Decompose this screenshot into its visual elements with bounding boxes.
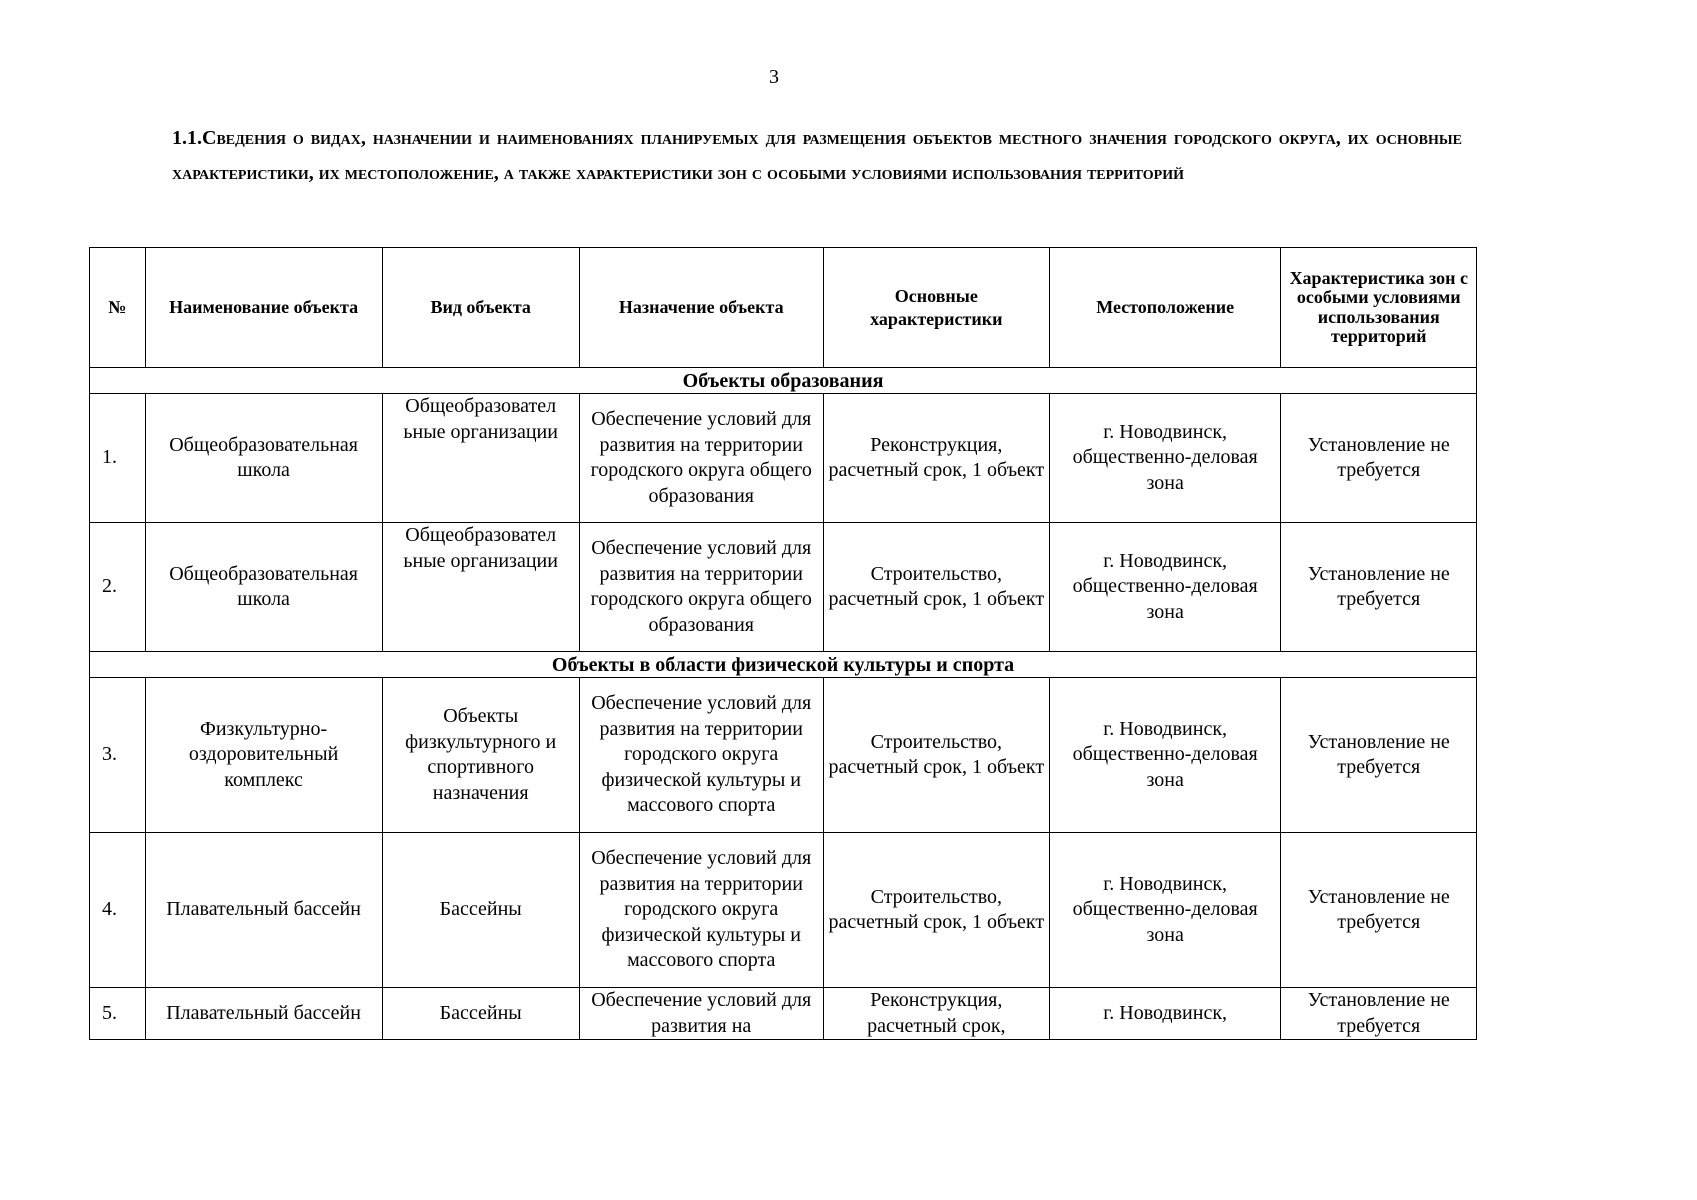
object-location: г. Новодвинск, (1049, 988, 1281, 1040)
object-characteristics: Реконструкция, расчетный срок, 1 объект (823, 394, 1049, 523)
table-row (90, 988, 1477, 1040)
header-zone: Характеристика зон с особыми условиями использования территорий (1281, 248, 1477, 368)
zone-characteristics: Установление не требуется (1281, 394, 1477, 523)
object-characteristics: Строительство, расчетный срок, 1 объект (823, 678, 1049, 833)
object-type: Бассейны (382, 833, 579, 988)
object-type (382, 394, 579, 523)
row-number: 4. (90, 833, 146, 988)
object-purpose: Обеспечение условий для развития на (579, 988, 823, 1040)
table-row (90, 833, 1477, 988)
group-title-sport: Объекты в области физической культуры и спорта (90, 652, 1477, 678)
group-header-row (90, 368, 1477, 394)
header-location: Местоположение (1049, 248, 1281, 368)
planned-objects-table (89, 247, 1477, 1040)
object-name: Плавательный бассейн (145, 833, 382, 988)
header-purpose: Назначение объекта (579, 248, 823, 368)
object-characteristics: Строительство, расчетный срок, 1 объект (823, 523, 1049, 652)
header-name: Наименование объекта (145, 248, 382, 368)
object-type-line: ьные организации (403, 420, 558, 443)
object-type: Бассейны (382, 988, 579, 1040)
object-purpose: Обеспечение условий для развития на территории городского округа общего образования (579, 394, 823, 523)
object-location: г. Новодвинск, общественно-деловая зона (1049, 833, 1281, 988)
row-number: 5. (90, 988, 146, 1040)
row-number: 3. (90, 678, 146, 833)
page-number: 3 (769, 66, 779, 88)
table-row (90, 678, 1477, 833)
header-type: Вид объекта (382, 248, 579, 368)
zone-characteristics: Установление не требуется (1281, 988, 1477, 1040)
object-purpose: Обеспечение условий для развития на территории городского округа физической культуры и массового спорта (579, 678, 823, 833)
table-row (90, 523, 1477, 652)
zone-characteristics: Установление не требуется (1281, 678, 1477, 833)
object-name: Плавательный бассейн (145, 988, 382, 1040)
object-characteristics: Строительство, расчетный срок, 1 объект (823, 833, 1049, 988)
object-name: Физкультурно-оздоровительный комплекс (145, 678, 382, 833)
section-title: 1.1.Сведения о видах, назначении и наименованиях планируемых для размещения объектов местного значения городского округа, их основные характеристики, их местоположение, а также характеристики зон с особыми условиями использования территорий (172, 127, 1462, 184)
row-number: 2. (90, 523, 146, 652)
table-row (90, 394, 1477, 523)
row-number: 1. (90, 394, 146, 523)
zone-characteristics: Установление не требуется (1281, 523, 1477, 652)
zone-characteristics: Установление не требуется (1281, 833, 1477, 988)
object-type-line: Общеобразовател (405, 524, 557, 546)
object-type (382, 523, 579, 652)
object-name: Общеобразовательная школа (145, 394, 382, 523)
object-location: г. Новодвинск, общественно-деловая зона (1049, 394, 1281, 523)
group-header-row (90, 652, 1477, 678)
header-number: № (90, 248, 146, 368)
object-location: г. Новодвинск, общественно-деловая зона (1049, 523, 1281, 652)
group-title-education: Объекты образования (90, 368, 1477, 394)
object-characteristics: Реконструкция, расчетный срок, (823, 988, 1049, 1040)
object-type-line: ьные организации (403, 549, 558, 572)
object-location: г. Новодвинск, общественно-деловая зона (1049, 678, 1281, 833)
table-header-row (90, 248, 1477, 368)
object-purpose: Обеспечение условий для развития на территории городского округа физической культуры и массового спорта (579, 833, 823, 988)
object-type-line: Общеобразовател (405, 395, 557, 417)
object-purpose: Обеспечение условий для развития на территории городского округа общего образования (579, 523, 823, 652)
object-name: Общеобразовательная школа (145, 523, 382, 652)
object-type: Объекты физкультурного и спортивного назначения (382, 678, 579, 833)
header-characteristics: Основные характеристики (823, 248, 1049, 368)
